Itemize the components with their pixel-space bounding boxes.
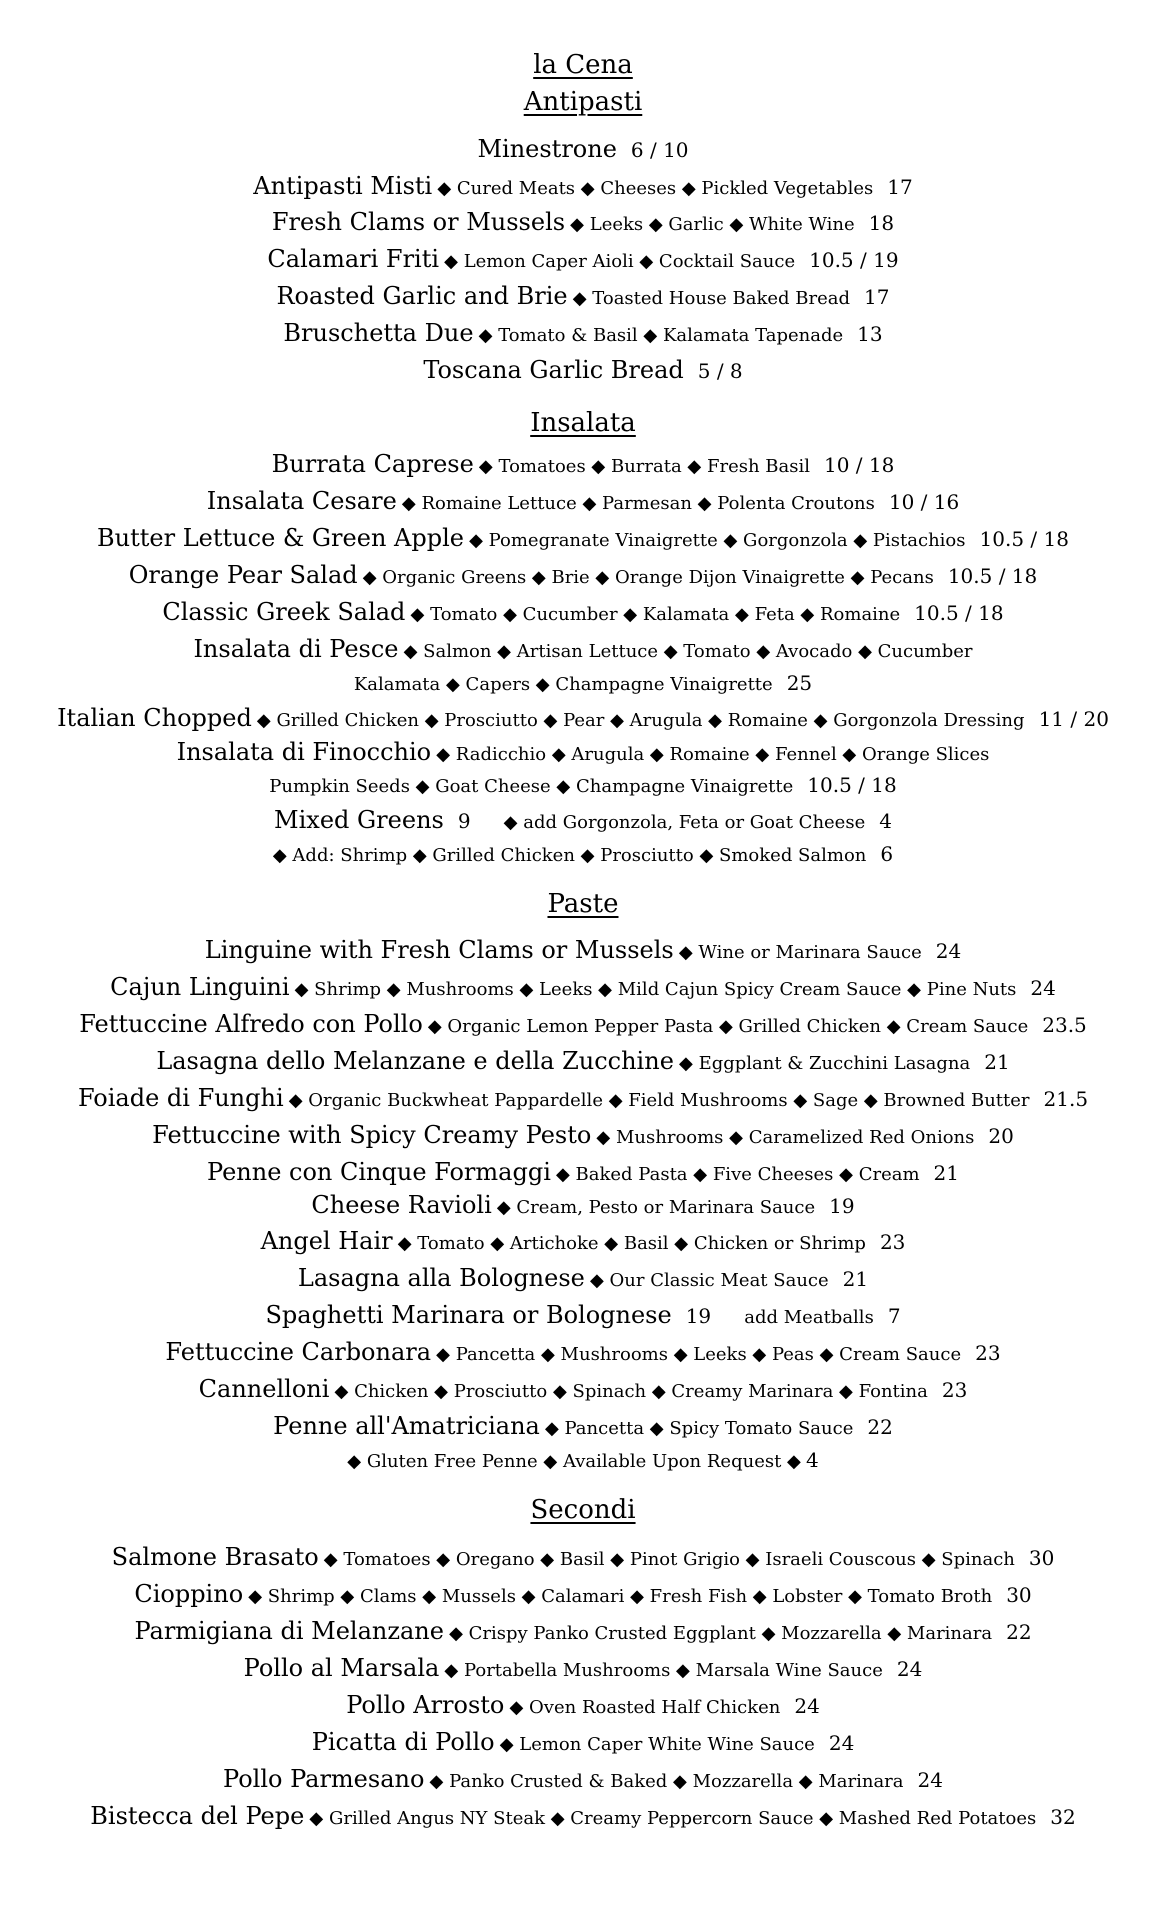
item-description: ◆ Crispy Panko Crusted Eggplant ◆ Mozzarella ◆ Marinara <box>449 1623 993 1644</box>
menu-item <box>0 1545 1166 1569</box>
menu-item <box>0 137 1166 161</box>
item-description: ◆ Cured Meats ◆ Cheeses ◆ Pickled Vegetables <box>437 178 874 199</box>
item-name: Lasagna alla Bolognese <box>297 1264 585 1292</box>
item-description: ◆ Wine or Marinara Sauce <box>678 942 922 963</box>
item-name: Calamari Friti <box>267 245 440 273</box>
item-price: 23 <box>941 1378 968 1402</box>
item-name: Toscana Garlic Bread <box>423 356 684 384</box>
menu-title: la Cena <box>533 50 633 80</box>
item-name: Minestrone <box>477 135 617 163</box>
item-price: 9 <box>457 809 471 833</box>
item-price: 19 <box>685 1304 712 1328</box>
item-price: 24 <box>794 1694 820 1718</box>
item-price: 24 <box>896 1657 923 1681</box>
item-name: Cannelloni <box>198 1375 330 1403</box>
item-price: 25 <box>786 671 813 695</box>
menu-item-addon <box>0 844 1166 865</box>
section-title-antipasti: Antipasti <box>523 87 643 117</box>
item-name: Foiade di Funghi <box>77 1084 284 1112</box>
item-price: 30 <box>1028 1546 1055 1570</box>
menu-item <box>0 210 1166 234</box>
item-name: Cioppino <box>134 1580 244 1608</box>
item-name: Angel Hair <box>260 1227 393 1255</box>
item-description: ◆ Shrimp ◆ Clams ◆ Mussels ◆ Calamari ◆ Fresh Fish ◆ Lobster ◆ Tomato Broth <box>248 1586 993 1607</box>
item-name: Insalata Cesare <box>206 487 397 515</box>
section-title-paste: Paste <box>547 889 619 919</box>
item-name: Insalata di Pesce <box>193 635 399 663</box>
item-price: 21 <box>933 1161 959 1185</box>
item-description: ◆ Tomato & Basil ◆ Kalamata Tapenade <box>478 325 844 346</box>
menu-item <box>0 1414 1166 1438</box>
menu-item <box>0 1619 1166 1643</box>
item-name: Parmigiana di Melanzane <box>134 1617 444 1645</box>
item-name: Classic Greek Salad <box>162 598 406 626</box>
item-description: ◆ Baked Pasta ◆ Five Cheeses ◆ Cream <box>555 1164 920 1185</box>
item-description: ◆ Tomato ◆ Artichoke ◆ Basil ◆ Chicken or Shrimp <box>397 1233 866 1254</box>
menu-item <box>0 489 1166 513</box>
menu-item <box>0 526 1166 550</box>
item-description: ◆ Panko Crusted & Baked ◆ Mozzarella ◆ Marinara <box>429 1771 904 1792</box>
item-price: 19 <box>829 1194 855 1218</box>
menu-item <box>0 1049 1166 1073</box>
item-price: 30 <box>1006 1583 1032 1607</box>
item-price: 5 / 8 <box>697 359 743 383</box>
item-price: 24 <box>1030 976 1056 1000</box>
item-description: ◆ Oven Roasted Half Chicken <box>509 1697 781 1718</box>
item-price: 21.5 <box>1043 1087 1089 1111</box>
item-price: 22 <box>867 1415 893 1439</box>
item-description: ◆ Organic Lemon Pepper Pasta ◆ Grilled Chicken ◆ Cream Sauce <box>427 1016 1029 1037</box>
item-description: ◆ Organic Greens ◆ Brie ◆ Orange Dijon Vinaigrette ◆ Pecans <box>362 567 934 588</box>
addon-price: 7 <box>887 1304 901 1328</box>
item-name: Italian Chopped <box>57 704 252 732</box>
item-addon: ◆ add Gorgonzola, Feta or Goat Cheese <box>503 812 866 833</box>
item-name: Salmone Brasato <box>111 1543 319 1571</box>
menu-item <box>0 1377 1166 1401</box>
menu-item <box>0 1582 1166 1606</box>
menu-item <box>0 938 1166 962</box>
menu-item-addon <box>0 1450 1166 1471</box>
item-name: Cheese Ravioli <box>311 1191 492 1219</box>
item-price: 18 <box>868 211 895 235</box>
menu-item <box>0 452 1166 476</box>
menu-item-continuation <box>0 775 1166 796</box>
section-title-insalata: Insalata <box>530 408 636 438</box>
item-name: Pollo Arrosto <box>346 1691 505 1719</box>
item-description: ◆ Romaine Lettuce ◆ Parmesan ◆ Polenta Croutons <box>401 493 875 514</box>
menu-item <box>0 247 1166 271</box>
section-title-secondi: Secondi <box>530 1495 636 1525</box>
item-price: 17 <box>864 285 890 309</box>
menu-item-continuation <box>0 673 1166 694</box>
item-price: 11 / 20 <box>1038 707 1109 731</box>
item-name: Orange Pear Salad <box>128 561 358 589</box>
item-price: 10 / 18 <box>823 453 895 477</box>
menu-item <box>0 1303 1166 1327</box>
menu-item <box>0 358 1166 382</box>
menu-item <box>0 1160 1166 1184</box>
item-price: 22 <box>1006 1620 1032 1644</box>
menu-item <box>0 1767 1166 1791</box>
addon-price: 4 <box>879 809 892 833</box>
item-description: ◆ Add: Shrimp ◆ Grilled Chicken ◆ Prosciutto ◆ Smoked Salmon <box>272 845 867 866</box>
menu-item <box>0 1656 1166 1680</box>
menu-item <box>0 1123 1166 1147</box>
item-name: Bistecca del Pepe <box>90 1802 305 1830</box>
item-description: ◆ Chicken ◆ Prosciutto ◆ Spinach ◆ Creamy Marinara ◆ Fontina <box>334 1381 928 1402</box>
item-name: Penne con Cinque Formaggi <box>207 1158 551 1186</box>
item-price: 24 <box>828 1731 855 1755</box>
menu-item <box>0 1693 1166 1717</box>
item-description: ◆ Pancetta ◆ Spicy Tomato Sauce <box>544 1418 854 1439</box>
menu-item <box>0 637 1166 661</box>
item-price: 10.5 / 18 <box>914 601 1004 625</box>
menu-item <box>0 1086 1166 1110</box>
item-name: Pollo al Marsala <box>243 1654 440 1682</box>
item-price: 21 <box>984 1050 1010 1074</box>
item-description: ◆ Our Classic Meat Sauce <box>589 1270 829 1291</box>
item-description: ◆ Eggplant & Zucchini Lasagna <box>679 1053 971 1074</box>
item-price: 10.5 / 19 <box>809 248 899 272</box>
item-description: ◆ Pomegranate Vinaigrette ◆ Gorgonzola ◆ Pistachios <box>469 530 966 551</box>
menu-item <box>0 284 1166 308</box>
item-price: 10 / 16 <box>888 490 960 514</box>
menu-item <box>0 563 1166 587</box>
item-name: Pollo Parmesano <box>223 1765 425 1793</box>
item-description: ◆ Gluten Free Penne ◆ Available Upon Request ◆ <box>347 1451 801 1472</box>
item-description: Kalamata ◆ Capers ◆ Champagne Vinaigrette <box>353 674 773 695</box>
item-description: ◆ Tomatoes ◆ Oregano ◆ Basil ◆ Pinot Grigio ◆ Israeli Couscous ◆ Spinach <box>323 1549 1015 1570</box>
menu-item <box>0 174 1166 198</box>
item-name: Picatta di Pollo <box>311 1728 495 1756</box>
item-name: Spaghetti Marinara or Bolognese <box>265 1301 672 1329</box>
menu-item <box>0 321 1166 345</box>
item-price: 17 <box>887 175 913 199</box>
item-name: Mixed Greens <box>274 806 444 834</box>
item-description: ◆ Salmon ◆ Artisan Lettuce ◆ Tomato ◆ Avocado ◆ Cucumber <box>403 641 973 662</box>
item-price: 6 <box>880 842 894 866</box>
item-name: Roasted Garlic and Brie <box>276 282 568 310</box>
item-price: 32 <box>1050 1805 1076 1829</box>
item-name: Penne all'Amatriciana <box>273 1412 540 1440</box>
menu-item <box>0 975 1166 999</box>
item-description: ◆ Tomato ◆ Cucumber ◆ Kalamata ◆ Feta ◆ Romaine <box>410 604 901 625</box>
item-description: ◆ Pancetta ◆ Mushrooms ◆ Leeks ◆ Peas ◆ Cream Sauce <box>436 1344 962 1365</box>
item-name: Linguine with Fresh Clams or Mussels <box>204 936 674 964</box>
menu-item <box>0 1804 1166 1828</box>
menu-item <box>0 706 1166 730</box>
item-name: Fettuccine Alfredo con Pollo <box>79 1010 423 1038</box>
item-name: Fresh Clams or Mussels <box>271 208 566 236</box>
item-description: ◆ Portabella Mushrooms ◆ Marsala Wine Sauce <box>444 1660 883 1681</box>
menu-item <box>0 1340 1166 1364</box>
item-description: ◆ Grilled Angus NY Steak ◆ Creamy Peppercorn Sauce ◆ Mashed Red Potatoes <box>309 1808 1037 1829</box>
item-name: Antipasti Misti <box>253 172 433 200</box>
item-description: ◆ Radicchio ◆ Arugula ◆ Romaine ◆ Fennel ◆ Orange Slices <box>436 744 990 765</box>
item-description: ◆ Leeks ◆ Garlic ◆ White Wine <box>570 214 855 235</box>
item-name: Insalata di Finocchio <box>176 738 432 766</box>
item-price: 10.5 / 18 <box>979 527 1069 551</box>
item-description: ◆ Mushrooms ◆ Caramelized Red Onions <box>596 1127 975 1148</box>
item-description: ◆ Organic Buckwheat Pappardelle ◆ Field Mushrooms ◆ Sage ◆ Browned Butter <box>288 1090 1030 1111</box>
item-description: Pumpkin Seeds ◆ Goat Cheese ◆ Champagne Vinaigrette <box>269 776 794 797</box>
item-price: 10.5 / 18 <box>947 564 1038 588</box>
item-description: ◆ Grilled Chicken ◆ Prosciutto ◆ Pear ◆ Arugula ◆ Romaine ◆ Gorgonzola Dressing <box>256 710 1025 731</box>
item-price: 10.5 / 18 <box>807 773 897 797</box>
item-addon: add Meatballs <box>744 1307 874 1328</box>
item-price: 6 / 10 <box>630 138 689 162</box>
item-price: 20 <box>988 1124 1014 1148</box>
menu-item <box>0 1266 1166 1290</box>
item-name: Cajun Linguini <box>110 973 290 1001</box>
item-price: 23.5 <box>1042 1013 1087 1037</box>
item-name: Lasagna dello Melanzane e della Zucchine <box>156 1047 674 1075</box>
menu-item <box>0 1730 1166 1754</box>
item-name: Butter Lettuce & Green Apple <box>97 524 464 552</box>
item-name: Fettuccine with Spicy Creamy Pesto <box>152 1121 592 1149</box>
item-price: 24 <box>917 1768 943 1792</box>
menu-item <box>0 1193 1166 1217</box>
item-price: 4 <box>805 1448 819 1472</box>
item-name: Burrata Caprese <box>271 450 474 478</box>
menu-item <box>0 808 1166 832</box>
menu-item <box>0 1012 1166 1036</box>
item-price: 13 <box>857 322 883 346</box>
menu-item <box>0 740 1166 764</box>
item-price: 21 <box>842 1267 869 1291</box>
item-description: ◆ Lemon Caper White Wine Sauce <box>499 1734 815 1755</box>
item-price: 23 <box>975 1341 1001 1365</box>
item-description: ◆ Cream, Pesto or Marinara Sauce <box>496 1197 816 1218</box>
item-description: ◆ Lemon Caper Aioli ◆ Cocktail Sauce <box>444 251 796 272</box>
item-name: Fettuccine Carbonara <box>165 1338 432 1366</box>
item-description: ◆ Toasted House Baked Bread <box>572 288 851 309</box>
item-price: 24 <box>935 939 962 963</box>
item-price: 23 <box>879 1230 906 1254</box>
menu-item <box>0 1229 1166 1253</box>
item-name: Bruschetta Due <box>283 319 474 347</box>
item-description: ◆ Tomatoes ◆ Burrata ◆ Fresh Basil <box>478 456 810 477</box>
menu-item <box>0 600 1166 624</box>
item-description: ◆ Shrimp ◆ Mushrooms ◆ Leeks ◆ Mild Cajun Spicy Cream Sauce ◆ Pine Nuts <box>294 979 1017 1000</box>
